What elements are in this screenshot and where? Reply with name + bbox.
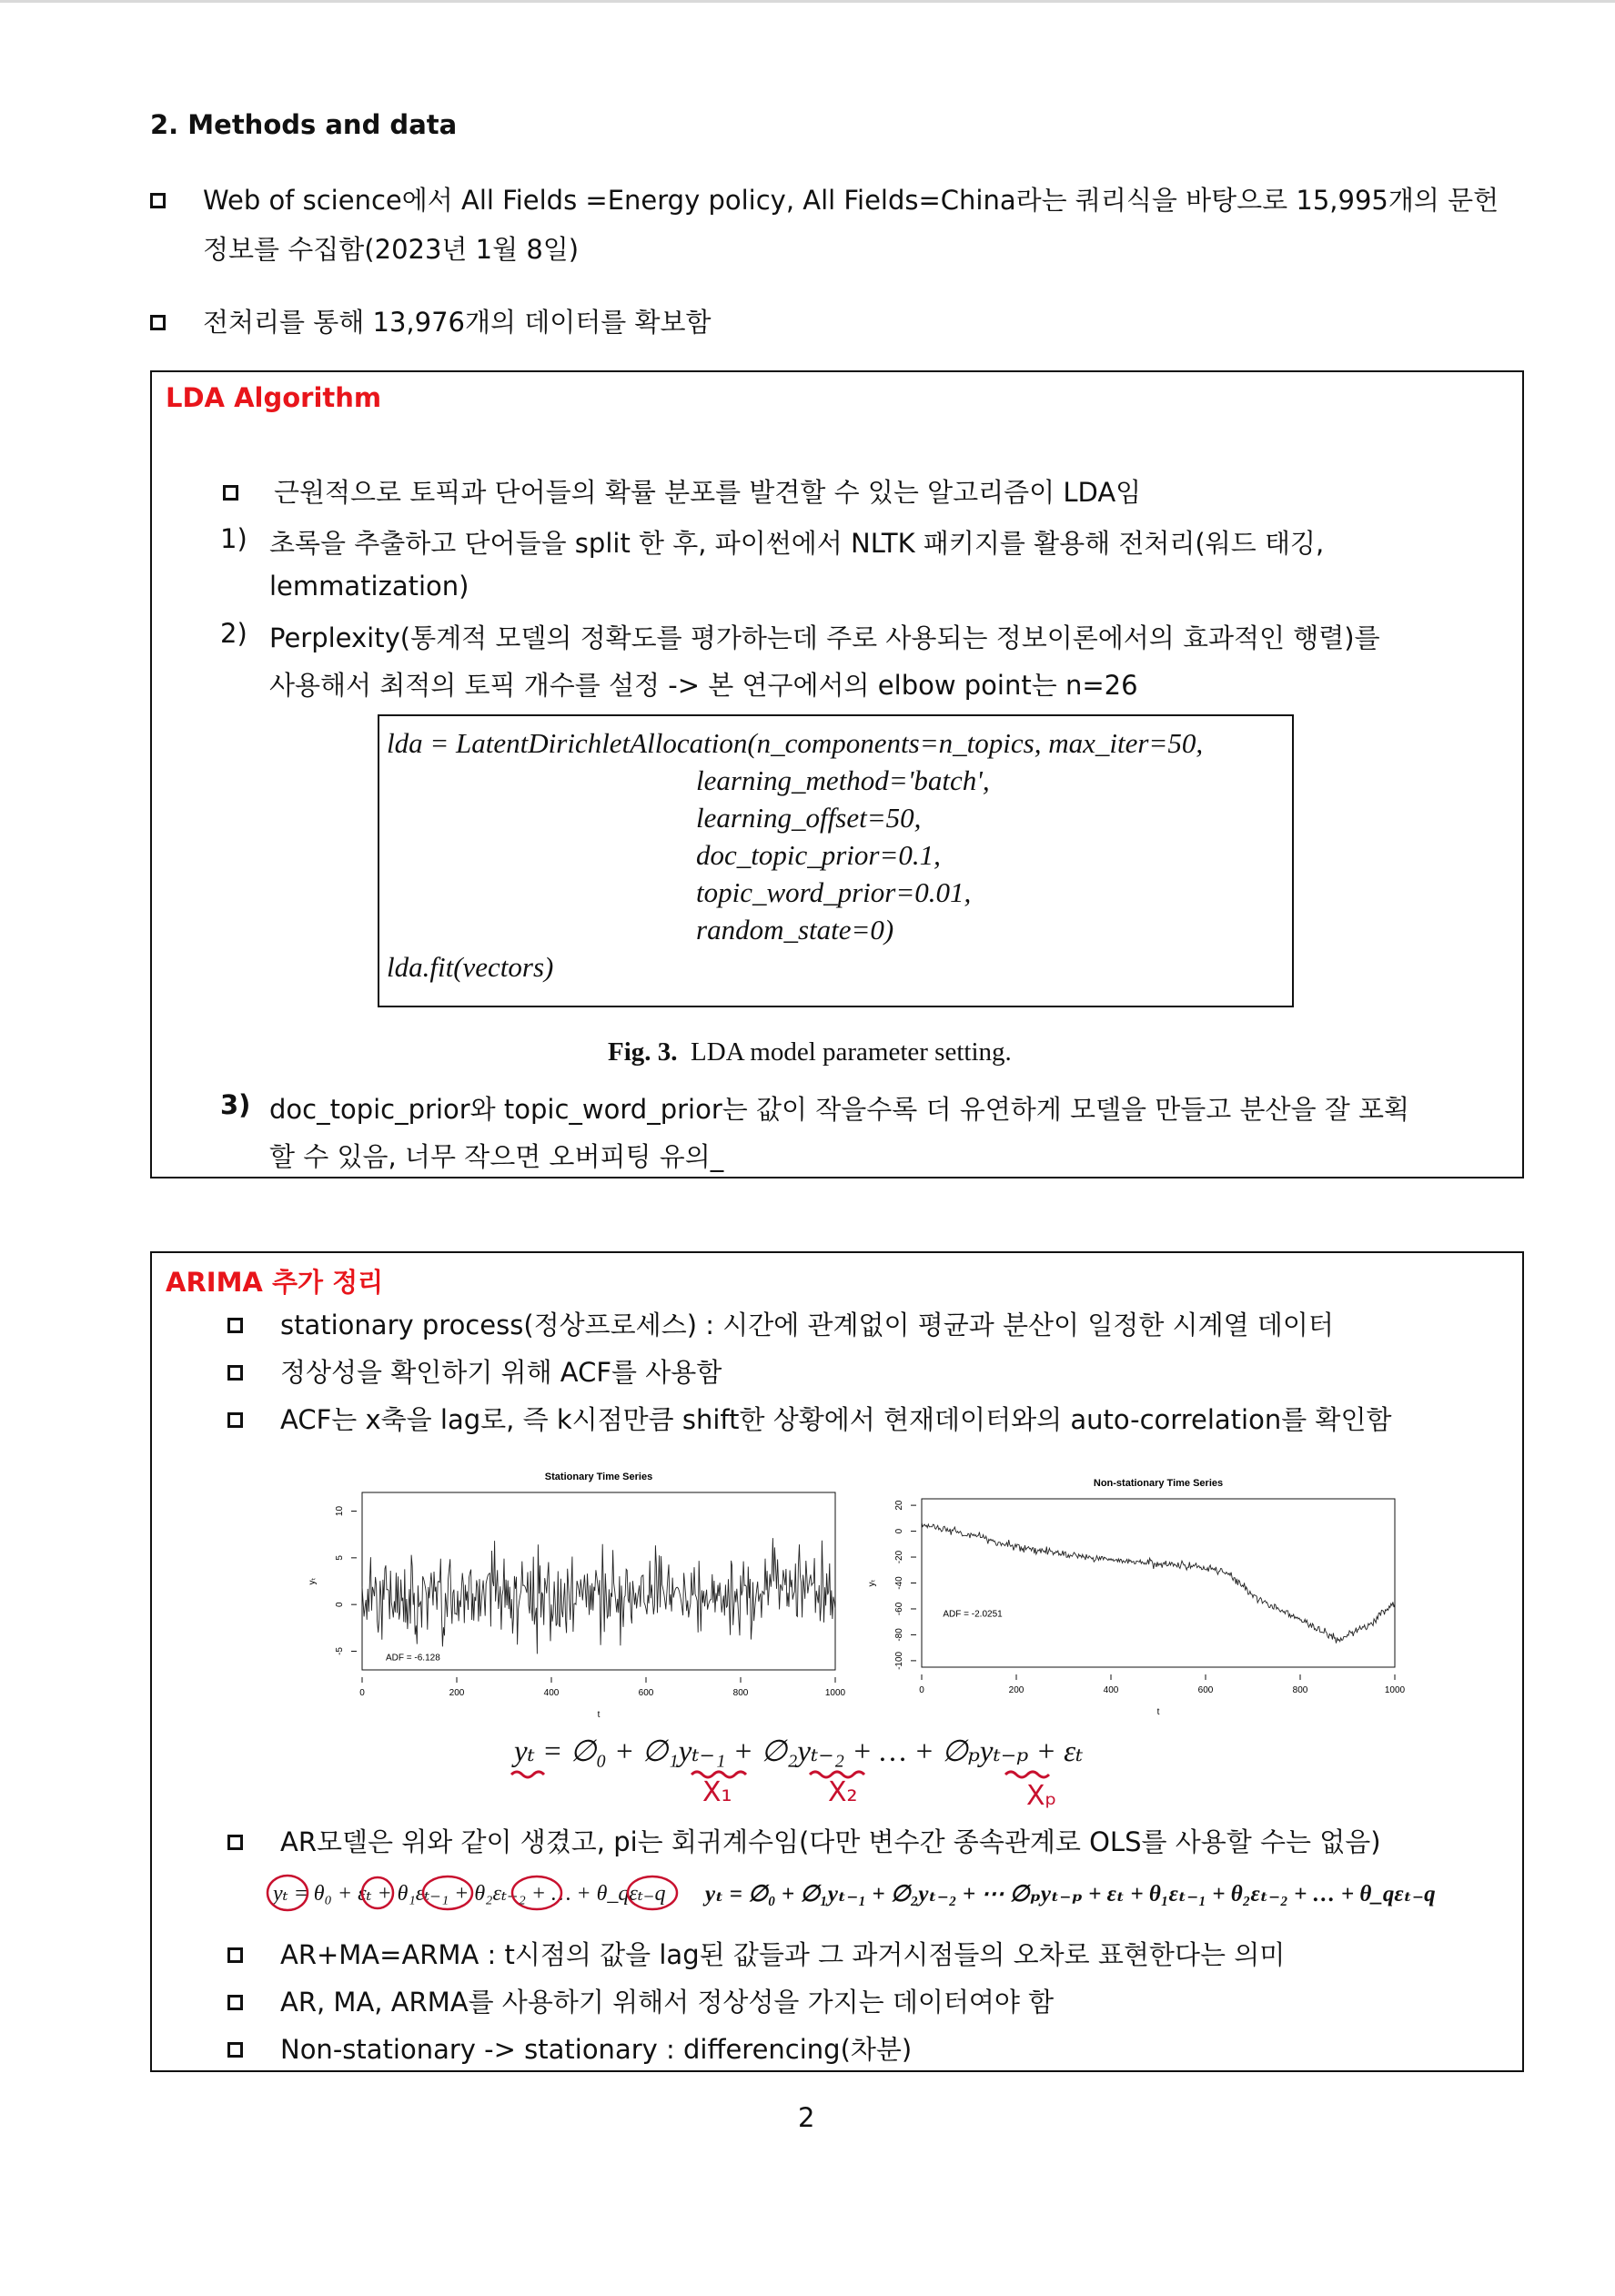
adf-annotation: ADF = -2.0251 xyxy=(943,1609,1003,1620)
x-tick-label: 800 xyxy=(732,1688,749,1698)
y-tick-label: -20 xyxy=(894,1550,904,1564)
y-tick-label: -80 xyxy=(894,1628,904,1642)
handwritten-x1: X₁ xyxy=(702,1776,732,1808)
checkbox-bullet-icon xyxy=(227,1947,243,1963)
x-tick-label: 400 xyxy=(1103,1685,1119,1695)
page-number: 2 xyxy=(798,2102,815,2133)
lda-item2-line1: Perplexity(통계적 모델의 정확도를 평가하는데 주로 사용되는 정보이론에서의 효과적인 행렬)를 xyxy=(269,622,1380,653)
bullet-data-collection xyxy=(150,175,1533,277)
item-number: 1) xyxy=(220,523,247,554)
checkbox-bullet-icon xyxy=(223,485,238,501)
code-line: learning_method='batch', xyxy=(696,764,990,796)
code-line: random_state=0) xyxy=(696,914,894,946)
lda-bullet xyxy=(223,467,1497,518)
lda-title: LDA Algorithm xyxy=(166,382,382,413)
series-line xyxy=(922,1522,1395,1644)
circle-mark xyxy=(628,1876,677,1909)
handwritten-x2: X₂ xyxy=(828,1776,858,1808)
stationary-chart-svg xyxy=(308,1451,855,1720)
x-axis-label: t xyxy=(1156,1707,1160,1717)
bullet-preprocess xyxy=(150,297,1060,348)
chart-title: Stationary Time Series xyxy=(544,1472,653,1482)
circle-mark xyxy=(362,1877,393,1908)
y-tick-label: 0 xyxy=(335,1602,345,1607)
arima-bullet-text: Non-stationary -> stationary : differencing(차분) xyxy=(280,2034,913,2065)
arima-bullet xyxy=(227,1300,1483,1350)
x-tick-label: 0 xyxy=(919,1685,924,1695)
nonstationary-chart-svg xyxy=(869,1461,1406,1725)
handwritten-xp: Xₚ xyxy=(1026,1780,1057,1812)
arima-bullet xyxy=(227,1347,1483,1398)
x-axis-label: t xyxy=(597,1710,601,1720)
code-line: doc_topic_prior=0.1, xyxy=(696,839,941,871)
arma-formula: yₜ = ∅₀ + ∅₁yₜ₋₁ + ∅₂yₜ₋₂ + ⋯ ∅ₚyₜ₋ₚ + εₜ + θ₁εₜ₋₁ + θ₂εₜ₋₂ + … + θ_qεₜ₋q xyxy=(705,1882,1436,1907)
x-tick-label: 600 xyxy=(638,1688,654,1698)
lda-item1-line1: 초록을 추출하고 단어들을 split 한 후, 파이썬에서 NLTK 패키지를 활용해 전처리(워드 태깅, xyxy=(269,528,1325,559)
circle-mark xyxy=(512,1876,561,1909)
checkbox-bullet-icon xyxy=(227,1318,243,1333)
caption-label: Fig. 3. xyxy=(608,1037,678,1067)
underline-squiggle xyxy=(511,1772,544,1777)
x-tick-label: 200 xyxy=(1008,1685,1025,1695)
caption-text: LDA model parameter setting. xyxy=(691,1037,1012,1067)
chart-title: Non-stationary Time Series xyxy=(1093,1478,1224,1489)
arima-bullet xyxy=(227,1394,1483,1445)
y-tick-label: -5 xyxy=(335,1647,345,1655)
x-tick-label: 200 xyxy=(449,1688,465,1698)
figure-caption xyxy=(608,1037,1012,1067)
y-axis-label: yₜ xyxy=(867,1579,877,1587)
x-tick-label: 1000 xyxy=(824,1688,846,1698)
lda-item2-line2: 사용해서 최적의 토픽 개수를 설정 -> 본 연구에서의 elbow point는 n=26 xyxy=(269,670,1138,701)
arima-bullet-text: 정상성을 확인하기 위해 ACF를 사용함 xyxy=(280,1357,722,1388)
plot-frame xyxy=(922,1499,1395,1667)
y-tick-label: -60 xyxy=(894,1602,904,1616)
x-tick-label: 600 xyxy=(1197,1685,1214,1695)
arima-bullet-text: AR, MA, ARMA를 사용하기 위해서 정상성을 가지는 데이터여야 함 xyxy=(280,1987,1055,2018)
series-line xyxy=(362,1538,835,1654)
code-line: lda = LatentDirichletAllocation(n_components=n_topics, max_iter=50, xyxy=(387,727,1204,759)
code-line: lda.fit(vectors) xyxy=(387,951,554,983)
y-tick-label: -40 xyxy=(894,1576,904,1590)
x-tick-label: 1000 xyxy=(1384,1685,1406,1695)
y-tick-label: 20 xyxy=(894,1500,904,1511)
adf-annotation: ADF = -6.128 xyxy=(386,1653,440,1664)
lda-bullet-text: 근원적으로 토픽과 단어들의 확률 분포를 발견할 수 있는 알고리즘이 LDA임 xyxy=(274,477,1142,508)
y-axis-label: yₜ xyxy=(308,1577,318,1585)
x-tick-label: 0 xyxy=(359,1688,365,1698)
arima-bullet xyxy=(227,2024,1501,2075)
top-rule xyxy=(0,0,1615,3)
stationary-chart xyxy=(308,1451,855,1720)
x-tick-label: 800 xyxy=(1292,1685,1308,1695)
y-tick-label: 5 xyxy=(335,1555,345,1561)
item-number: 2) xyxy=(220,618,247,649)
checkbox-bullet-icon xyxy=(150,315,166,330)
code-box xyxy=(378,714,1294,1007)
code-line: topic_word_prior=0.01, xyxy=(696,876,972,908)
bullet-text-line2: 정보를 수집함(2023년 1월 8일) xyxy=(203,234,580,265)
underline-squiggle xyxy=(1005,1772,1049,1777)
circle-mark xyxy=(423,1876,472,1909)
item-number: 3) xyxy=(220,1089,251,1120)
handwritten-underlines xyxy=(500,1767,1046,1784)
circle-mark xyxy=(267,1876,308,1910)
arima-bullet-text: AR모델은 위와 같이 생겼고, pi는 회귀계수임(다만 변수간 종속관계로 OLS를 사용할 수는 없음) xyxy=(280,1826,1381,1857)
y-tick-label: 10 xyxy=(335,1505,345,1517)
bullet-text: 전처리를 통해 13,976개의 데이터를 확보함 xyxy=(203,307,712,338)
checkbox-bullet-icon xyxy=(150,193,166,208)
y-tick-label: 0 xyxy=(894,1528,904,1534)
checkbox-bullet-icon xyxy=(227,1835,243,1850)
lda-item3-line2: 할 수 있음, 너무 작으면 오버피팅 유의_ xyxy=(269,1141,724,1172)
bullet-text-line1: Web of science에서 All Fields =Energy policy, All Fields=China라는 쿼리식을 바탕으로 15,995개의 문헌 xyxy=(203,185,1499,216)
checkbox-bullet-icon xyxy=(227,2042,243,2058)
arima-bullet xyxy=(227,1977,1501,2028)
nonstationary-chart xyxy=(869,1461,1406,1725)
lda-item3-line1: doc_topic_prior와 topic_word_prior는 값이 작을수록 더 유연하게 모델을 만들고 분산을 잘 포획 xyxy=(269,1094,1410,1125)
ar-formula: yₜ = ∅₀ + ∅₁yₜ₋₁ + ∅₂yₜ₋₂ + … + ∅ₚyₜ₋ₚ + εₜ xyxy=(514,1735,1084,1768)
y-tick-label: -100 xyxy=(894,1651,904,1670)
ma-formula: yₜ = θ₀ + εₜ + θ₁εₜ₋₁ + θ₂εₜ₋₂ + … + θ_qεₜ₋q xyxy=(273,1882,666,1906)
section-heading: 2. Methods and data xyxy=(150,109,458,140)
x-tick-label: 400 xyxy=(543,1688,560,1698)
arima-bullet-text: stationary process(정상프로세스) : 시간에 관계없이 평균과 분산이 일정한 시계열 데이터 xyxy=(280,1310,1334,1340)
code-line: learning_offset=50, xyxy=(696,802,922,834)
checkbox-bullet-icon xyxy=(227,1412,243,1428)
arima-title: ARIMA 추가 정리 xyxy=(166,1267,384,1298)
lda-item1-line2: lemmatization) xyxy=(269,571,469,602)
handwritten-circles xyxy=(266,1873,684,1915)
arima-bullet-text: AR+MA=ARMA : t시점의 값을 lag된 값들과 그 과거시점들의 오차로 표현한다는 의미 xyxy=(280,1939,1286,1970)
arima-bullet-text: ACF는 x축을 lag로, 즉 k시점만큼 shift한 상황에서 현재데이터와의 auto-correlation를 확인함 xyxy=(280,1404,1392,1435)
arima-bullet xyxy=(227,1816,1501,1867)
arima-bullet xyxy=(227,1929,1501,1980)
checkbox-bullet-icon xyxy=(227,1365,243,1381)
checkbox-bullet-icon xyxy=(227,1995,243,2010)
